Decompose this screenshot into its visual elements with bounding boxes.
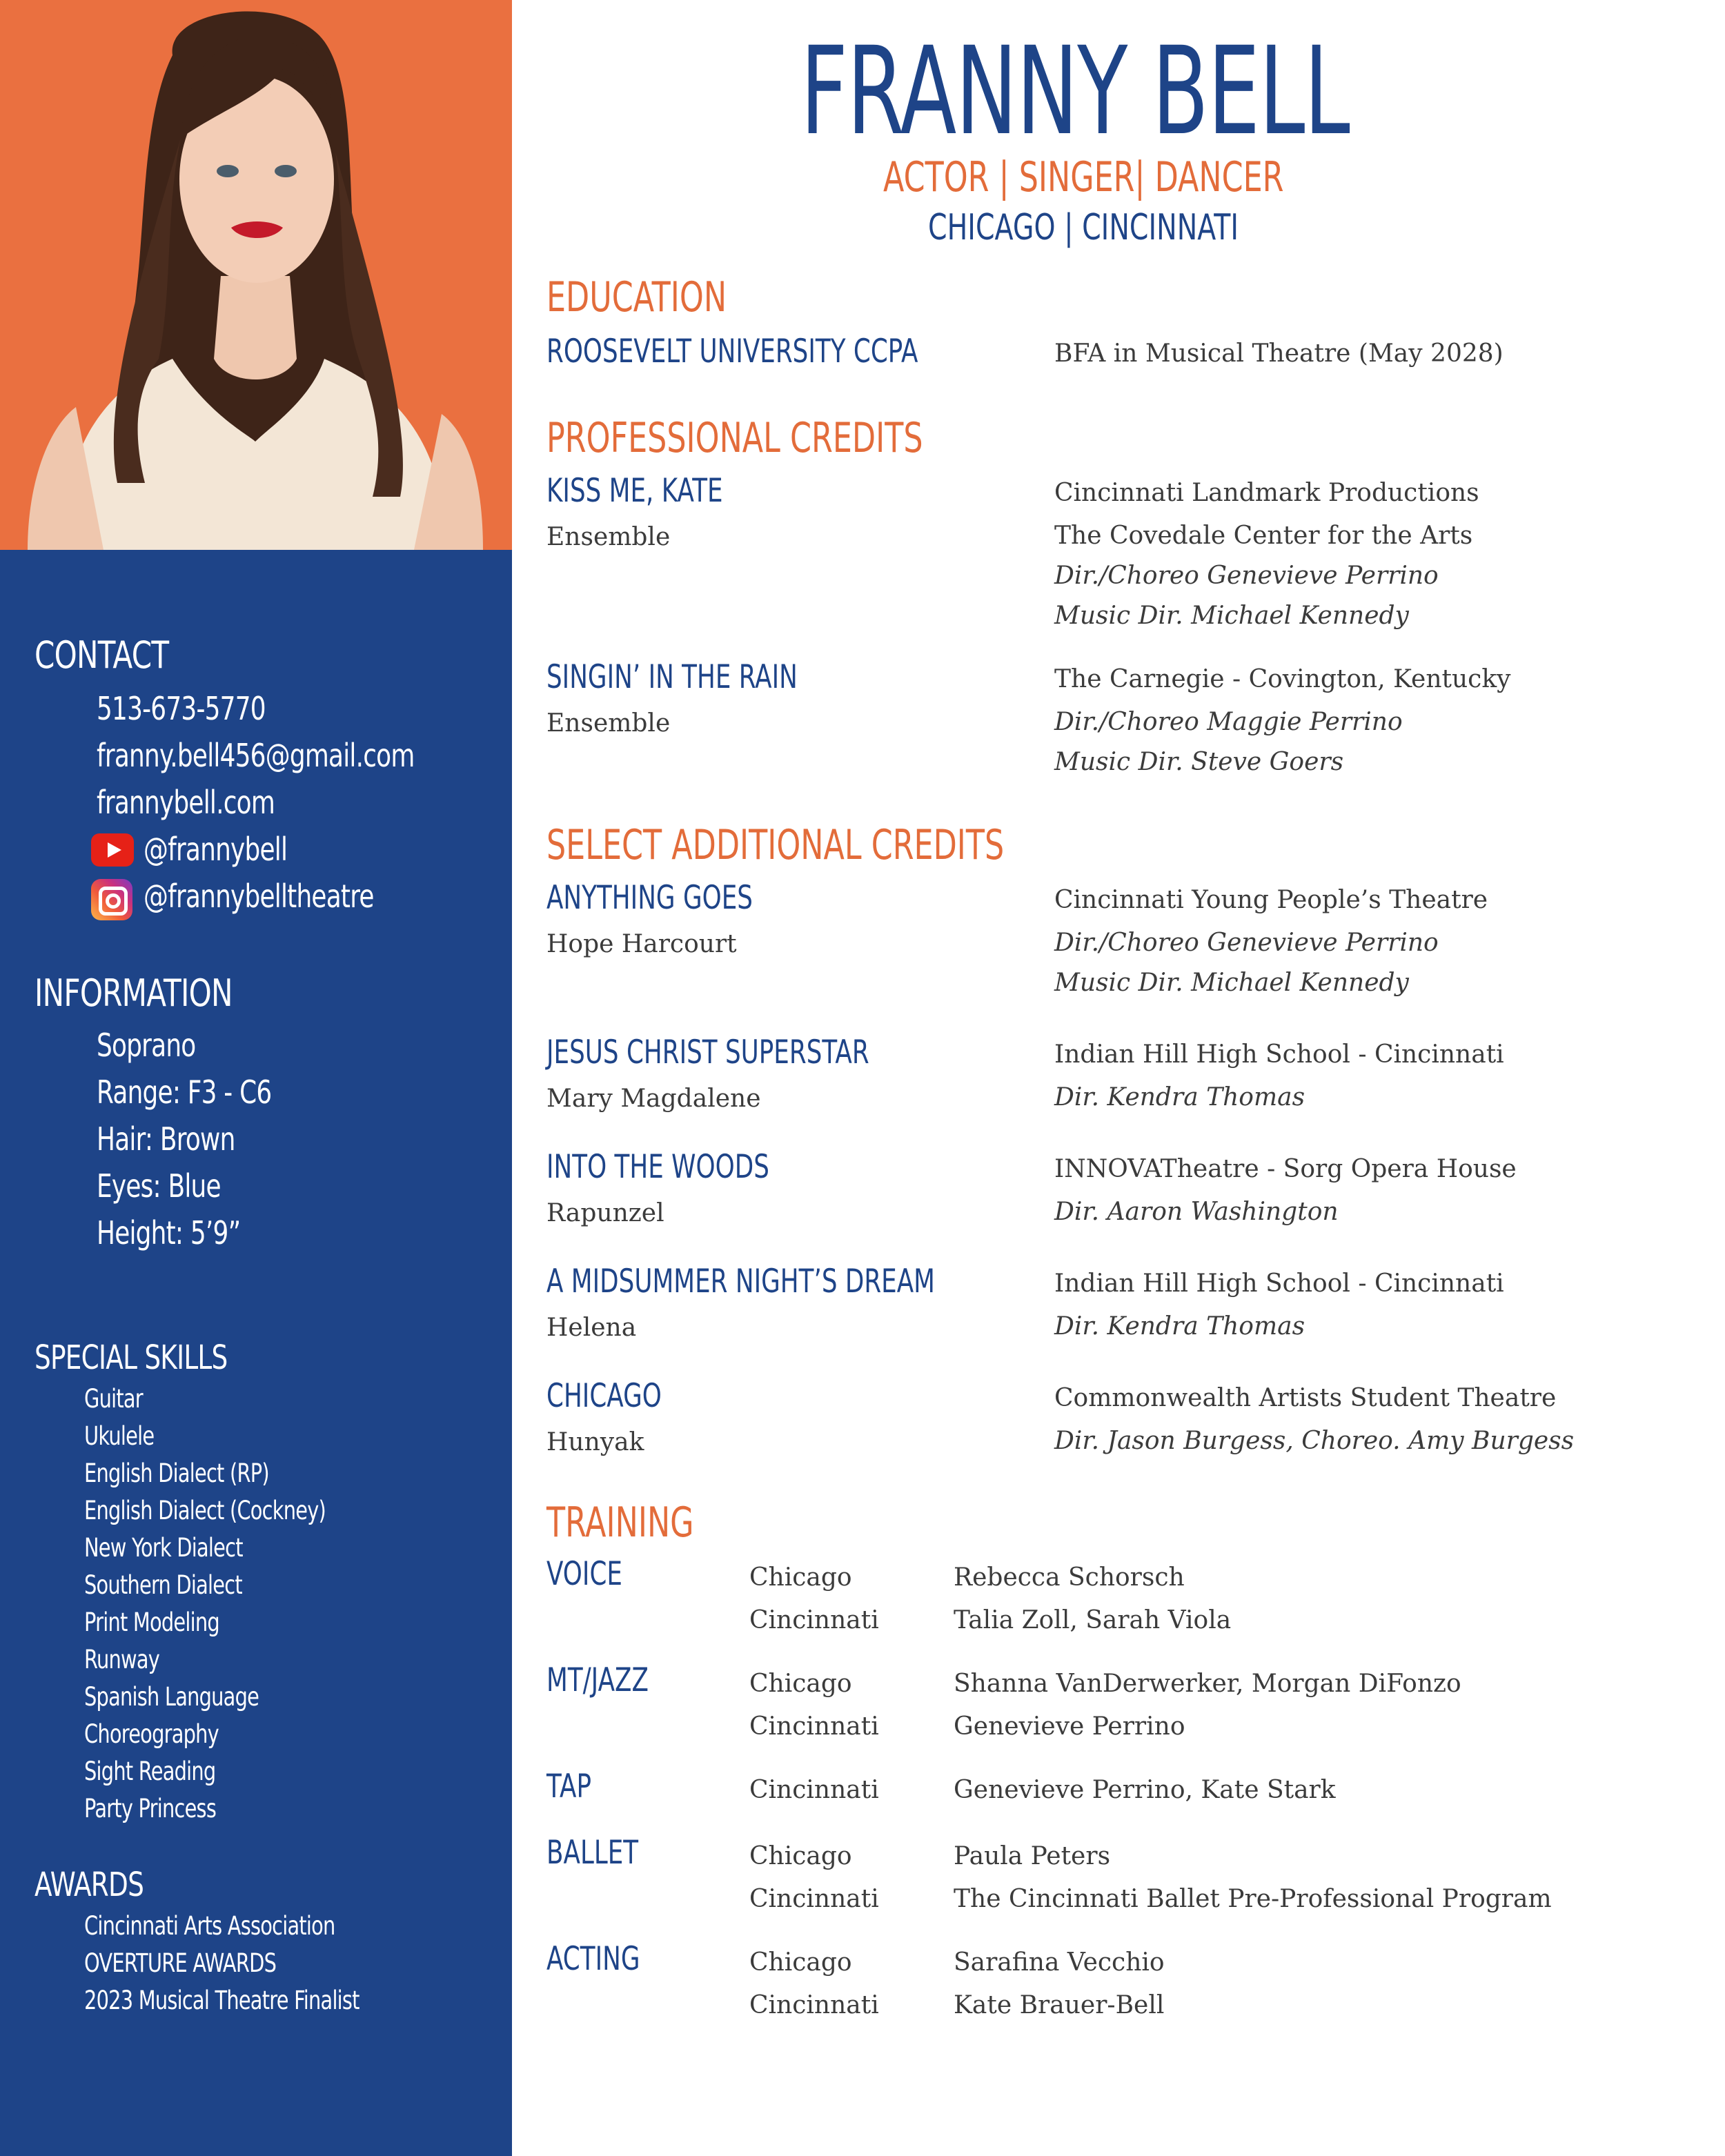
skill-item: Spanish Language: [84, 1682, 259, 1712]
training-category: VOICE: [546, 1555, 622, 1593]
contact-instagram[interactable]: @frannybelltheatre: [144, 878, 374, 915]
training-heading: TRAINING: [546, 1499, 694, 1547]
credit-director: Dir. Kendra Thomas: [1054, 1312, 1305, 1341]
credit-role: Hunyak: [546, 1428, 644, 1456]
credit-venue: Cincinnati Young People’s Theatre: [1054, 886, 1488, 914]
credit-show: KISS ME, KATE: [546, 472, 723, 510]
training-teachers: Genevieve Perrino, Kate Stark: [954, 1776, 1336, 1804]
training-teachers: Genevieve Perrino: [954, 1712, 1185, 1741]
credit-role: Helena: [546, 1314, 637, 1342]
skill-item: Sight Reading: [84, 1757, 216, 1786]
credit-show: CHICAGO: [546, 1377, 662, 1415]
training-teachers: Shanna VanDerwerker, Morgan DiFonzo: [954, 1670, 1461, 1698]
credit-music-director: Music Dir. Steve Goers: [1054, 748, 1344, 776]
award-item: Cincinnati Arts Association: [84, 1911, 335, 1941]
awards-heading: AWARDS: [34, 1866, 144, 1904]
education-school: ROOSEVELT UNIVERSITY CCPA: [546, 333, 918, 370]
credit-venue: The Carnegie - Covington, Kentucky: [1054, 665, 1511, 693]
credit-director: Dir./Choreo Genevieve Perrino: [1054, 929, 1439, 957]
training-city: Chicago: [749, 1948, 852, 1977]
credit-role: Ensemble: [546, 523, 671, 551]
training-teachers: Sarafina Vecchio: [954, 1948, 1165, 1977]
training-category: MT/JAZZ: [546, 1661, 649, 1699]
credit-venue: Cincinnati Landmark Productions: [1054, 479, 1479, 507]
training-teachers: Rebecca Schorsch: [954, 1563, 1185, 1592]
credit-role: Hope Harcourt: [546, 930, 737, 958]
skill-item: Guitar: [84, 1384, 143, 1414]
credit-show: A MIDSUMMER NIGHT’S DREAM: [546, 1263, 935, 1300]
credit-show: ANYTHING GOES: [546, 879, 753, 917]
information-heading: INFORMATION: [34, 971, 233, 1015]
training-city: Chicago: [749, 1670, 852, 1698]
credit-role: Rapunzel: [546, 1199, 664, 1227]
credit-director: Dir. Jason Burgess, Choreo. Amy Burgess: [1054, 1427, 1575, 1455]
skill-item: Party Princess: [84, 1794, 217, 1823]
training-teachers: Paula Peters: [954, 1842, 1111, 1870]
contact-email[interactable]: franny.bell456@gmail.com: [97, 737, 415, 774]
base-cities: CHICAGO | CINCINNATI: [928, 207, 1239, 248]
skill-item: Runway: [84, 1645, 160, 1674]
tagline: ACTOR | SINGER| DANCER: [883, 153, 1284, 201]
training-city: Chicago: [749, 1563, 852, 1592]
credit-music-director: Music Dir. Michael Kennedy: [1054, 969, 1409, 997]
credit-director: Dir. Aaron Washington: [1054, 1198, 1339, 1226]
skill-item: Southern Dialect: [84, 1570, 242, 1600]
credit-show: SINGIN’ IN THE RAIN: [546, 658, 798, 696]
credit-show: INTO THE WOODS: [546, 1148, 769, 1186]
training-city: Cincinnati: [749, 1776, 879, 1804]
credit-role: Mary Magdalene: [546, 1085, 761, 1113]
training-teachers: The Cincinnati Ballet Pre-Professional Program: [954, 1885, 1552, 1913]
credit-director: Dir./Choreo Genevieve Perrino: [1054, 562, 1439, 590]
award-item: 2023 Musical Theatre Finalist: [84, 1986, 359, 2015]
training-category: BALLET: [546, 1834, 639, 1872]
contact-heading: CONTACT: [34, 633, 169, 677]
info-item: Height: 5’9”: [97, 1214, 241, 1252]
training-city: Chicago: [749, 1842, 852, 1870]
youtube-icon[interactable]: [91, 833, 134, 867]
education-heading: EDUCATION: [546, 273, 727, 322]
award-item: OVERTURE AWARDS: [84, 1948, 277, 1978]
info-item: Eyes: Blue: [97, 1167, 221, 1205]
skill-item: Print Modeling: [84, 1608, 219, 1637]
credit-venue: Indian Hill High School - Cincinnati: [1054, 1269, 1504, 1298]
additional-heading: SELECT ADDITIONAL CREDITS: [546, 821, 1005, 869]
credit-venue: Commonwealth Artists Student Theatre: [1054, 1384, 1557, 1412]
sidebar: [0, 0, 512, 2156]
headshot-photo: [0, 0, 512, 550]
credit-music-director: Music Dir. Michael Kennedy: [1054, 602, 1409, 630]
training-category: ACTING: [546, 1940, 640, 1978]
skill-item: English Dialect (Cockney): [84, 1496, 326, 1525]
credit-venue: INNOVATheatre - Sorg Opera House: [1054, 1155, 1517, 1183]
training-city: Cincinnati: [749, 1606, 879, 1634]
skill-item: Ukulele: [84, 1421, 155, 1451]
credit-director: Dir. Kendra Thomas: [1054, 1083, 1305, 1111]
credit-venue: The Covedale Center for the Arts: [1054, 522, 1473, 550]
contact-phone[interactable]: 513-673-5770: [97, 690, 266, 727]
info-item: Range: F3 - C6: [97, 1074, 272, 1111]
instagram-icon[interactable]: [91, 879, 132, 920]
training-city: Cincinnati: [749, 1712, 879, 1741]
credit-director: Dir./Choreo Maggie Perrino: [1054, 708, 1403, 736]
skill-item: New York Dialect: [84, 1533, 243, 1563]
contact-website[interactable]: frannybell.com: [97, 784, 275, 821]
skills-heading: SPECIAL SKILLS: [34, 1338, 228, 1377]
training-city: Cincinnati: [749, 1991, 879, 2019]
training-city: Cincinnati: [749, 1885, 879, 1913]
credit-venue: Indian Hill High School - Cincinnati: [1054, 1040, 1504, 1069]
professional-heading: PROFESSIONAL CREDITS: [546, 414, 923, 462]
info-item: Soprano: [97, 1027, 196, 1064]
skill-item: Choreography: [84, 1719, 219, 1749]
info-item: Hair: Brown: [97, 1120, 235, 1158]
contact-youtube[interactable]: @frannybell: [144, 831, 288, 868]
skill-item: English Dialect (RP): [84, 1458, 269, 1488]
credit-show: JESUS CHRIST SUPERSTAR: [546, 1034, 869, 1071]
training-teachers: Talia Zoll, Sarah Viola: [954, 1606, 1232, 1634]
training-teachers: Kate Brauer-Bell: [954, 1991, 1165, 2019]
credit-role: Ensemble: [546, 709, 671, 738]
education-degree: BFA in Musical Theatre (May 2028): [1054, 339, 1504, 368]
actor-name: FRANNY BELL: [800, 21, 1350, 162]
training-category: TAP: [546, 1768, 592, 1806]
headshot-illustration: [0, 0, 512, 550]
